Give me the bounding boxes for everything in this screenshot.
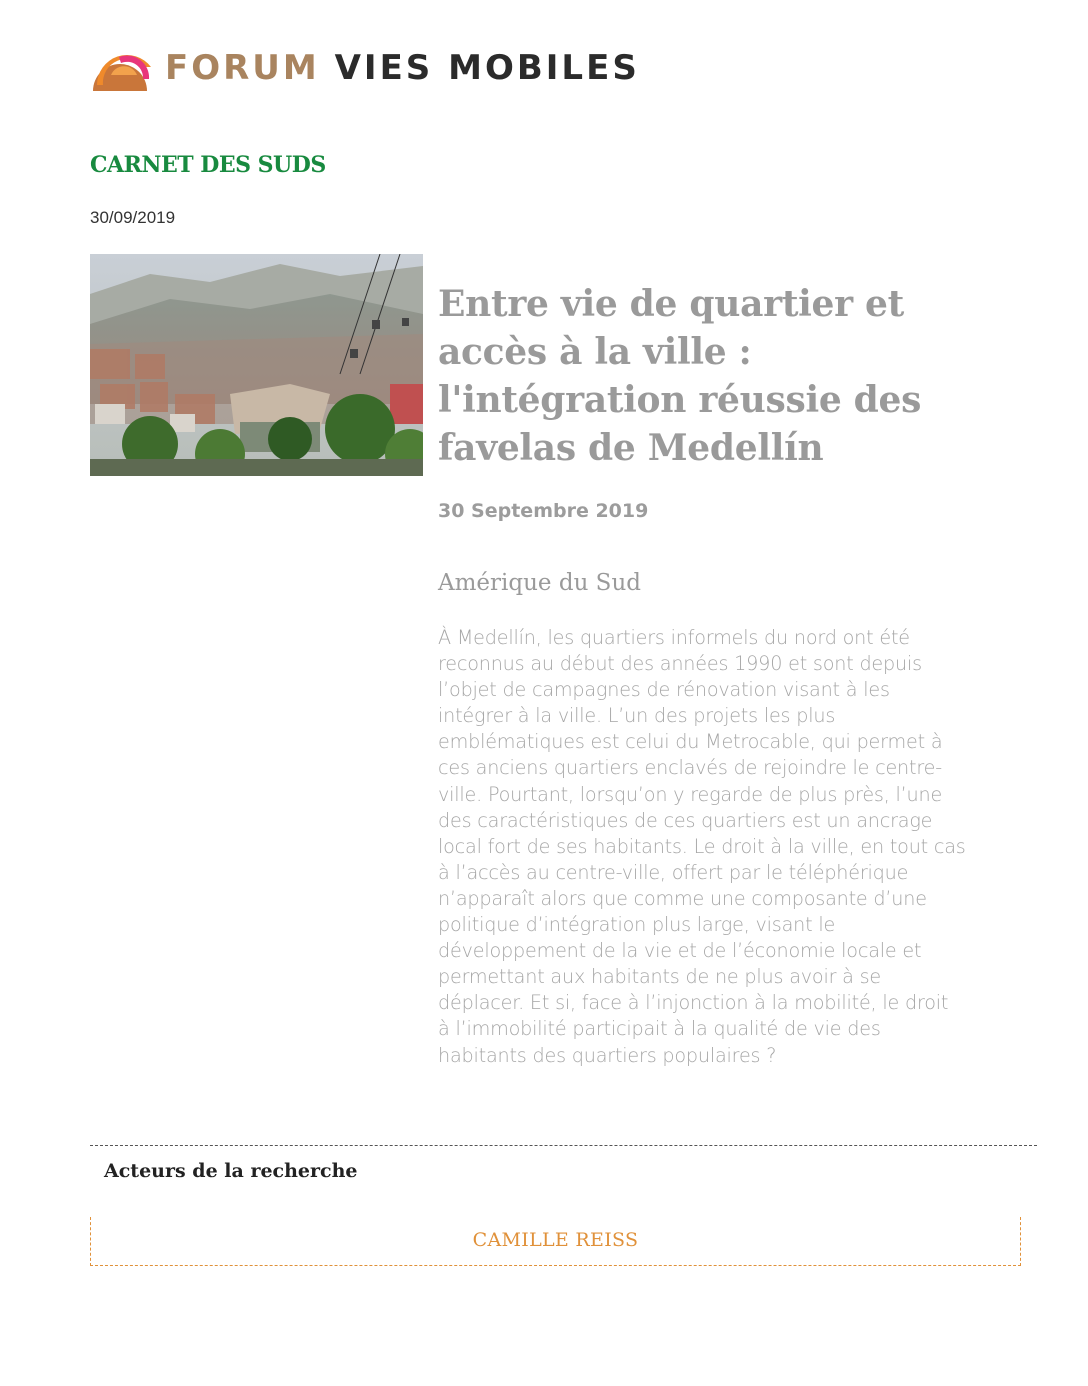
article-image[interactable] bbox=[90, 254, 423, 476]
article-summary bbox=[438, 625, 1008, 1069]
publication-date: 30/09/2019 bbox=[90, 208, 176, 227]
summary-line: développement de la vie et de l’économie locale et bbox=[438, 939, 922, 963]
author-card bbox=[90, 1217, 1021, 1266]
site-logo[interactable] bbox=[89, 44, 640, 92]
summary-line: à l’immobilité participait à la qualité de vie des bbox=[438, 1017, 881, 1041]
summary-line: ces anciens quartiers enclavés de rejoindre le centre- bbox=[438, 756, 942, 780]
summary-line: intégrer à la ville. L’un des projets les plus bbox=[438, 704, 836, 728]
research-heading: Acteurs de la recherche bbox=[104, 1160, 358, 1182]
summary-line: ville. Pourtant, lorsqu’on y regarde de plus près, l’une bbox=[438, 782, 943, 806]
section-divider bbox=[90, 1145, 1037, 1146]
summary-line: l’objet de campagnes de rénovation visant à les bbox=[438, 678, 890, 702]
summary-line: reconnus au début des années 1990 et sont depuis bbox=[438, 652, 922, 676]
author-link[interactable]: CAMILLE REISS bbox=[472, 1229, 639, 1251]
article-title[interactable]: Entre vie de quartier et accès à la ville : l'intégration réussie des favelas de Medellín bbox=[438, 283, 922, 469]
article-date: 30 Septembre 2019 bbox=[438, 500, 649, 522]
category-label[interactable]: CARNET DES SUDS bbox=[90, 152, 326, 178]
summary-line: habitants des quartiers populaires ? bbox=[438, 1043, 777, 1067]
summary-line: À Medellín, les quartiers informels du nord ont été bbox=[438, 626, 910, 649]
logo-word-vies-mobiles: VIES MOBILES bbox=[334, 48, 640, 88]
summary-line: des caractéristiques de ces quartiers est un ancrage bbox=[438, 808, 933, 832]
summary-line: à l’accès au centre-ville, offert par le téléphérique bbox=[438, 860, 909, 884]
summary-line: déplacer. Et si, face à l’injonction à la mobilité, le droit bbox=[438, 991, 949, 1015]
summary-line: emblématiques est celui du Metrocable, qui permet à bbox=[438, 730, 943, 754]
summary-line: politique d’intégration plus large, visant le bbox=[438, 913, 836, 937]
article-region[interactable]: Amérique du Sud bbox=[438, 570, 641, 596]
medellin-photo-icon bbox=[90, 254, 423, 476]
summary-line: permettant aux habitants de ne plus avoir à se bbox=[438, 965, 882, 989]
logo-word-forum: FORUM bbox=[165, 48, 320, 88]
summary-line: local fort de ses habitants. Le droit à la ville, en tout cas bbox=[438, 834, 966, 858]
summary-line: n’apparaît alors que comme une composante d’une bbox=[438, 886, 927, 910]
sunrise-logo-icon bbox=[89, 45, 151, 91]
